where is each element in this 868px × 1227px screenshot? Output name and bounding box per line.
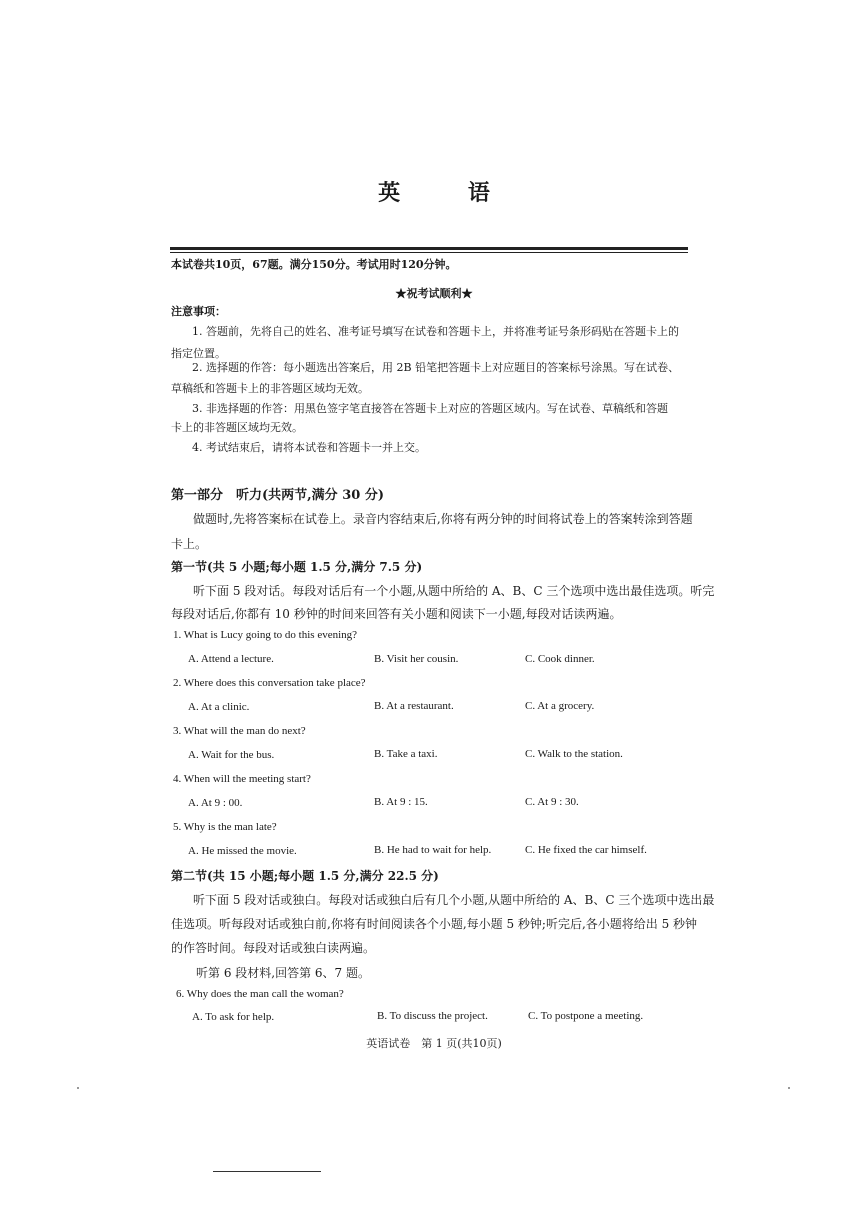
option-b: B. At 9 : 15.: [374, 796, 428, 808]
note-line: 指定位置。: [171, 347, 226, 360]
option-b: B. At a restaurant.: [374, 700, 454, 712]
option-c: C. At a grocery.: [525, 700, 595, 712]
page-title: 英 语: [378, 180, 520, 206]
notes-heading: 注意事项：: [171, 305, 226, 318]
section1-instructions: 每段对话后,你都有 10 秒钟的时间来回答有关小题和阅读下一小题,每段对话读两遍。: [171, 607, 622, 621]
option-c: C. At 9 : 30.: [525, 796, 579, 808]
section2-instructions: 的作答时间。每段对话或独白读两遍。: [171, 941, 376, 955]
title-rule-thick: [170, 247, 688, 250]
option-a: A. At a clinic.: [188, 701, 250, 713]
scan-speck: [788, 1087, 790, 1089]
option-c: C. Cook dinner.: [525, 653, 595, 665]
footnote-rule: [213, 1171, 321, 1172]
question-6: 6. Why does the man call the woman?: [176, 988, 344, 1000]
exam-info: 本试卷共10页，67题。满分150分。考试用时120分钟。: [171, 258, 457, 271]
question-2: 2. Where does this conversation take place?: [173, 677, 366, 689]
option-b: B. Take a taxi.: [374, 748, 438, 760]
note-line: 草稿纸和答题卡上的非答题区域均无效。: [171, 382, 369, 395]
note-line: 3. 非选择题的作答：用黑色签字笔直接答在答题卡上对应的答题区域内。写在试卷、草稿纸和答题: [192, 402, 668, 415]
option-b: B. Visit her cousin.: [374, 653, 459, 665]
note-line: 2. 选择题的作答：每小题选出答案后，用 2B 铅笔把答题卡上对应题目的答案标号涂黑。写在试卷、: [192, 361, 680, 374]
option-a: A. To ask for help.: [192, 1011, 275, 1023]
title-rule-thin: [170, 252, 688, 253]
option-a: A. Wait for the bus.: [188, 749, 275, 761]
section2-instructions: 佳选项。听每段对话或独白前,你将有时间阅读各个小题,每小题 5 秒钟;听完后,各小题将给出 5 秒钟: [171, 917, 698, 931]
option-c: C. He fixed the car himself.: [525, 844, 647, 856]
question-5: 5. Why is the man late?: [173, 821, 277, 833]
note-line: 1. 答题前，先将自己的姓名、准考证号填写在试卷和答题卡上，并将准考证号条形码贴在答题卡上的: [192, 325, 679, 338]
option-a: A. He missed the movie.: [188, 845, 297, 857]
section1-instructions: 听下面 5 段对话。每段对话后有一个小题,从题中所给的 A、B、C 三个选项中选出最佳选项。听完: [193, 584, 715, 598]
page-footer: 英语试卷 第 1 页(共10页): [366, 1037, 502, 1050]
option-b: B. To discuss the project.: [377, 1010, 488, 1022]
question-3: 3. What will the man do next?: [173, 725, 306, 737]
question-4: 4. When will the meeting start?: [173, 773, 311, 785]
part1-heading: 第一部分 听力(共两节,满分 30 分): [171, 488, 384, 503]
section2-heading: 第二节(共 15 小题;每小题 1.5 分,满分 22.5 分): [171, 869, 439, 883]
scan-speck: [77, 1087, 79, 1089]
option-a: A. At 9 : 00.: [188, 797, 243, 809]
section2-instructions: 听下面 5 段对话或独白。每段对话或独白后有几个小题,从题中所给的 A、B、C 三个选项中选出最: [193, 893, 715, 907]
note-line: 卡上的非答题区域均无效。: [171, 421, 303, 434]
option-b: B. He had to wait for help.: [374, 844, 492, 856]
option-c: C. Walk to the station.: [525, 748, 623, 760]
good-luck-banner: ★祝考试顺利★: [395, 287, 473, 300]
question-1: 1. What is Lucy going to do this evening?: [173, 629, 358, 641]
option-a: A. Attend a lecture.: [188, 653, 274, 665]
section1-heading: 第一节(共 5 小题;每小题 1.5 分,满分 7.5 分): [171, 560, 423, 574]
note-line: 4. 考试结束后，请将本试卷和答题卡一并上交。: [192, 441, 426, 454]
option-c: C. To postpone a meeting.: [528, 1010, 644, 1022]
part1-intro: 做题时,先将答案标在试卷上。录音内容结束后,你将有两分钟的时间将试卷上的答案转涂到答题: [193, 512, 693, 526]
material-instruction: 听第 6 段材料,回答第 6、7 题。: [196, 966, 370, 980]
part1-intro: 卡上。: [171, 537, 208, 551]
